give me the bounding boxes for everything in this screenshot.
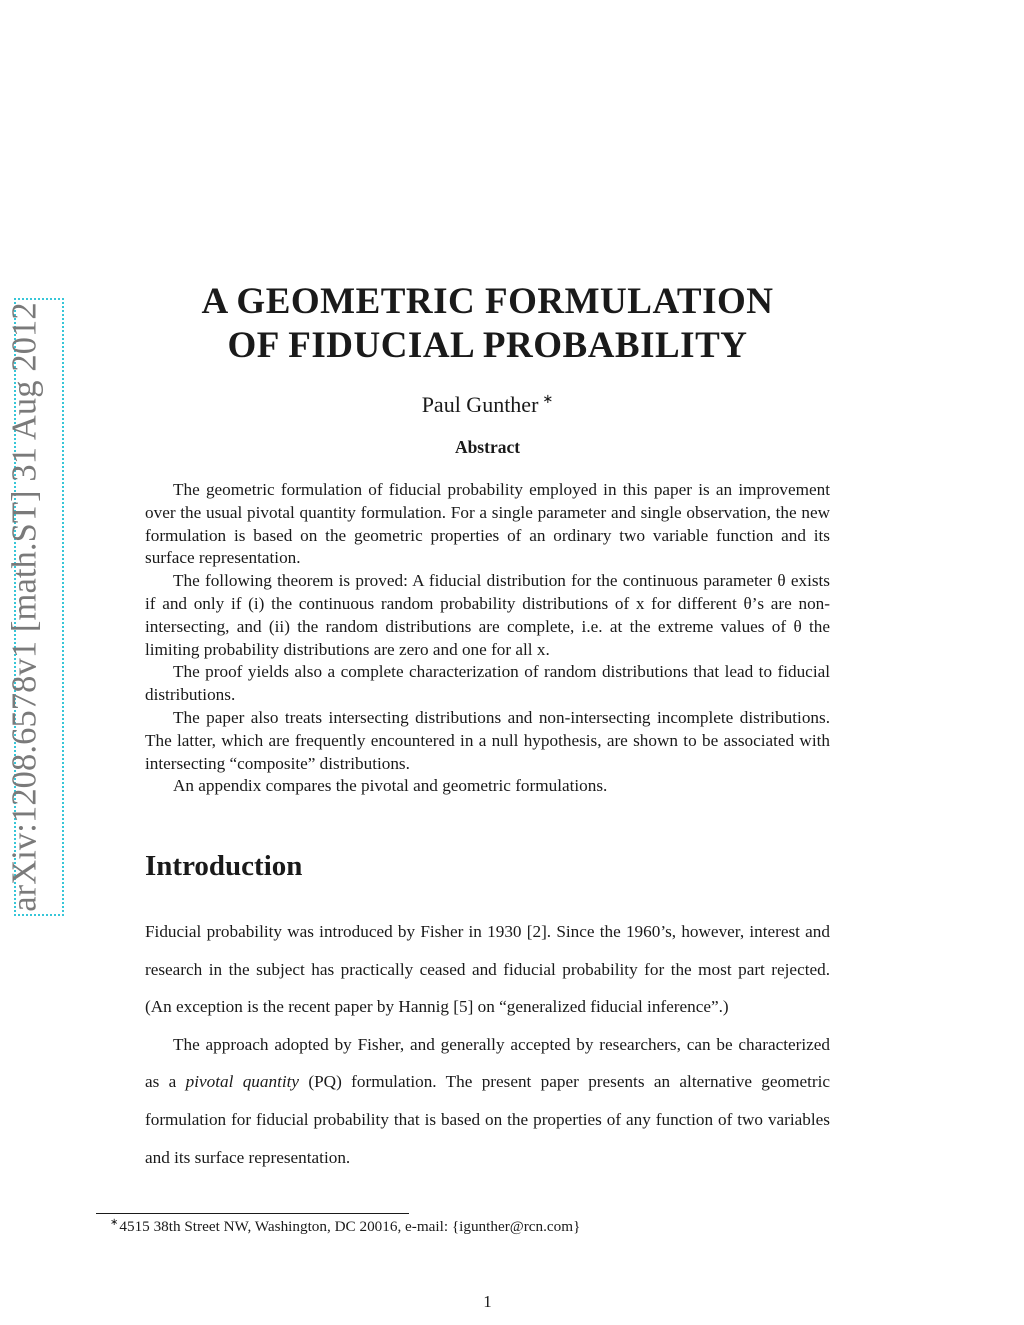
page-number: 1 [483, 1292, 492, 1311]
abstract-body [145, 479, 830, 798]
abstract-heading: Abstract [454, 437, 521, 457]
author-name: Paul Gunther [421, 392, 539, 417]
emphasized-term: pivotal quantity [185, 1072, 300, 1092]
footnote-mark: ∗ [110, 1217, 119, 1228]
abstract-paragraph: An appendix compares the pivotal and geometric formulations. [173, 776, 608, 796]
author-footnote-mark: ∗ [542, 391, 554, 406]
author-line [145, 391, 830, 418]
abstract-paragraph: The proof yields also a complete characterization of random distributions that lead to fiducial distributions. [145, 662, 830, 705]
introduction-paragraph [145, 1026, 830, 1176]
introduction-paragraph: Fiducial probability was introduced by Fisher in 1930 [2]. Since the 1960’s, however, interest and research in the subject has practically ceased and fiducial probability for the most part rejected. (An exception is the recent paper by Hannig [5] on “generalized fiducial inference”.) [145, 922, 830, 1017]
footnote-divider [96, 1213, 409, 1214]
paragraph-text: (PQ) formulation. The present paper presents an alternative geometric formulation for fiducial probability that is based on the properties of any function of two variables and its surface representation. [145, 1072, 831, 1167]
footnote [110, 1217, 580, 1236]
section-heading-introduction: Introduction [145, 850, 303, 882]
title-line-1: A GEOMETRIC FORMULATION [201, 281, 774, 322]
abstract-paragraph: The following theorem is proved: A fiducial distribution for the continuous parameter θ exists if and only if (i) the continuous random probability distributions of x for different θ’s are non-intersecting, and (ii) the random distributions are complete, i.e. at the extreme values of θ the limiting probability distributions are zero and one for all x. [145, 571, 830, 659]
introduction-body [145, 913, 830, 1176]
paragraph-text: The approach adopted by Fisher, and generally accepted by researchers, can be characterized as a [145, 1034, 830, 1092]
footnote-text: 4515 38th Street NW, Washington, DC 20016, e-mail: {igunther@rcn.com} [119, 1218, 581, 1235]
title-line-2: OF FIDUCIAL PROBABILITY [227, 325, 748, 366]
abstract-paragraph: The paper also treats intersecting distributions and non-intersecting incomplete distributions. The latter, which are frequently encountered in a null hypothesis, are shown to be associated with intersecting “composite” distributions. [145, 707, 830, 773]
paper-title [145, 280, 830, 368]
abstract-paragraph: The geometric formulation of fiducial probability employed in this paper is an improvement over the usual pivotal quantity formulation. For a single parameter and single observation, the new formulation is based on the geometric properties of an ordinary two variable function and its surface representation. [145, 480, 830, 568]
arxiv-identifier: arXiv:1208.6578v1 [math.ST] 31 Aug 2012 [5, 302, 44, 912]
